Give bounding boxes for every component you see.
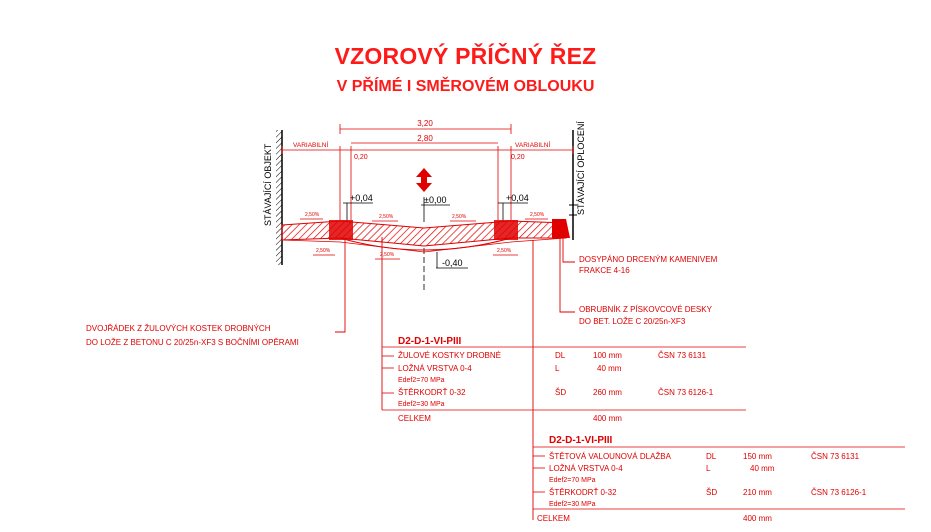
- svg-text:Edef2=70 MPa: Edef2=70 MPa: [398, 377, 445, 384]
- note-curb-2: DO BET. LOŽE C 20/25n-XF3: [579, 317, 686, 326]
- svg-text:2,50%: 2,50%: [380, 252, 395, 258]
- svg-text:ČSN 73 6131: ČSN 73 6131: [811, 452, 860, 461]
- note-row-2: DO LOŽE Z BETONU C 20/25n-XF3 S BOČNÍMI OPĚRAMI: [86, 338, 299, 347]
- existing-building-wall: [276, 130, 282, 265]
- svg-text:ČSN 73 6126-1: ČSN 73 6126-1: [658, 388, 714, 397]
- svg-text:2,50%: 2,50%: [316, 248, 331, 254]
- side-label-left: STÁVAJÍCÍ OBJEKT: [263, 143, 273, 226]
- drawing-subtitle: V PŘÍMÉ I SMĚROVÉM OBLOUKU: [336, 78, 595, 95]
- svg-text:D2-D-1-VI-PIII: D2-D-1-VI-PIII: [549, 435, 613, 446]
- svg-text:100 mm: 100 mm: [593, 351, 622, 360]
- svg-text:Edef2=30 MPa: Edef2=30 MPa: [398, 401, 445, 408]
- svg-text:ČSN 73 6131: ČSN 73 6131: [658, 351, 707, 360]
- svg-text:Edef2=30 MPa: Edef2=30 MPa: [549, 501, 596, 508]
- svg-text:ŠD: ŠD: [555, 388, 567, 397]
- svg-text:ŠTĚTOVÁ VALOUNOVÁ DLAŽBA: ŠTĚTOVÁ VALOUNOVÁ DLAŽBA: [549, 452, 671, 461]
- layer-table-2: [533, 435, 905, 523]
- dim-total: 3,20: [417, 119, 433, 128]
- curb-stone: [552, 219, 570, 238]
- side-label-right: STÁVAJÍCÍ OPLOCENÍ: [576, 121, 586, 215]
- note-curb-1: OBRUBNÍK Z PÍSKOVCOVÉ DESKY: [579, 305, 712, 314]
- dim-curb-left: 0,20: [354, 154, 368, 161]
- dim-variable-right: VARIABILNÍ: [515, 142, 551, 149]
- dim-curb-right: 0,20: [511, 154, 525, 161]
- level-center: ±0,00: [424, 195, 447, 205]
- svg-text:ŠTĚRKODRŤ 0-32: ŠTĚRKODRŤ 0-32: [398, 388, 466, 397]
- svg-text:DL: DL: [555, 351, 566, 360]
- svg-text:DL: DL: [706, 452, 717, 461]
- svg-text:400 mm: 400 mm: [743, 514, 772, 523]
- svg-text:ŠD: ŠD: [706, 488, 718, 497]
- note-gravel-2: FRAKCE 4-16: [579, 266, 630, 275]
- svg-text:40 mm: 40 mm: [750, 464, 775, 473]
- svg-text:D2-D-1-VI-PIII: D2-D-1-VI-PIII: [398, 336, 462, 347]
- svg-text:2,50%: 2,50%: [379, 214, 394, 220]
- svg-text:LOŽNÁ VRSTVA 0-4: LOŽNÁ VRSTVA 0-4: [549, 464, 623, 473]
- svg-text:40 mm: 40 mm: [597, 364, 622, 373]
- svg-text:2,50%: 2,50%: [497, 248, 512, 254]
- level-bottom: -0,40: [442, 258, 463, 268]
- granite-row-left: [329, 220, 353, 240]
- svg-text:L: L: [555, 364, 560, 373]
- note-gravel-1: DOSYPÁNO DRCENÝM KAMENIVEM: [579, 255, 718, 264]
- drawing-title: VZOROVÝ PŘÍČNÝ ŘEZ: [334, 43, 597, 69]
- level-left: +0,04: [350, 193, 373, 203]
- granite-row-right: [494, 220, 518, 240]
- svg-text:L: L: [706, 464, 711, 473]
- layer-table-1: [382, 336, 746, 423]
- center-arrow-icon: [416, 168, 432, 192]
- svg-text:ČSN 73 6126-1: ČSN 73 6126-1: [811, 488, 867, 497]
- svg-text:Edef2=70 MPa: Edef2=70 MPa: [549, 477, 596, 484]
- dim-inner: 2,80: [417, 134, 433, 143]
- svg-text:LOŽNÁ VRSTVA 0-4: LOŽNÁ VRSTVA 0-4: [398, 364, 472, 373]
- svg-text:2,50%: 2,50%: [530, 212, 545, 218]
- dim-variable-left: VARIABILNÍ: [293, 142, 329, 149]
- svg-text:CELKEM: CELKEM: [537, 514, 570, 523]
- level-right: +0,04: [506, 193, 529, 203]
- note-row-1: DVOJŘÁDEK Z ŽULOVÝCH KOSTEK DROBNÝCH: [86, 324, 271, 333]
- svg-text:210 mm: 210 mm: [743, 488, 772, 497]
- svg-text:150 mm: 150 mm: [743, 452, 772, 461]
- svg-text:260 mm: 260 mm: [593, 388, 622, 397]
- svg-text:2,50%: 2,50%: [452, 214, 467, 220]
- svg-text:ŽULOVÉ KOSTKY DROBNÉ: ŽULOVÉ KOSTKY DROBNÉ: [398, 351, 501, 360]
- svg-text:CELKEM: CELKEM: [398, 414, 431, 423]
- svg-text:2,50%: 2,50%: [305, 212, 320, 218]
- leader-lines: [335, 232, 575, 520]
- svg-text:ŠTĚRKODRŤ 0-32: ŠTĚRKODRŤ 0-32: [549, 488, 617, 497]
- svg-text:400 mm: 400 mm: [593, 414, 622, 423]
